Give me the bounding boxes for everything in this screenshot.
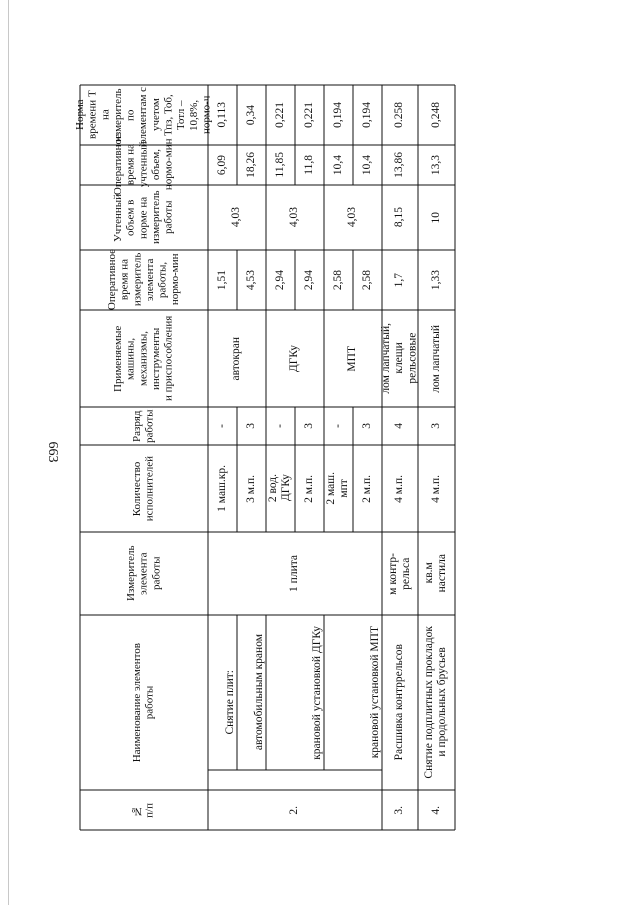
sub-volume-3 [324,185,382,250]
sub-machine-1 [208,310,266,407]
row-norm-2-6 [353,85,382,145]
row-grade-2-5 [324,407,353,445]
item-number-2-text: 2. [288,805,301,815]
row-op-volume-2-2 [237,145,266,185]
header-workers-text: Количество исполнителей [131,455,156,522]
header-grade [80,407,208,445]
row-op-time-2-5 [324,250,353,310]
row-op-volume-2-3-text: 11,85 [273,152,286,178]
row-norm-2-3-text: 0,221 [273,102,286,128]
item-norm-3 [382,85,418,145]
item-number-2 [208,790,382,830]
item-norm-4 [418,85,455,145]
sub-name-2-text: крановой установкой ДГКу [310,625,323,760]
row-op-volume-2-4-text: 11,8 [302,155,315,175]
row-op-volume-2-6-text: 10,4 [360,154,373,176]
item-volume-4-text: 10 [429,211,442,224]
row-norm-2-5-text: 0,194 [331,102,344,128]
header-grade-text: Разряд работы [131,409,156,443]
row-op-time-2-1-text: 1,51 [215,269,228,291]
page-number: 663 [45,441,60,463]
header-number-text: № п/п [131,802,156,818]
item-measure-4-text: кв.м настила [423,554,449,593]
item-op-time-3 [382,250,418,310]
row-op-time-2-4-text: 2,94 [302,269,315,291]
row-norm-2-2 [237,85,266,145]
item-number-3-text: 3. [393,805,406,815]
row-norm-2-4-text: 0,221 [302,102,315,128]
item-grade-4 [418,407,455,445]
sub-machine-2-text: ДГКу [288,344,301,373]
row-workers-2-2-text: 3 м.п. [244,474,257,503]
row-grade-2-2-text: 3 [244,423,257,429]
row-workers-2-5-text: 2 маш. мпт [325,472,351,505]
row-workers-2-5 [324,445,353,532]
row-grade-2-3 [266,407,295,445]
item-workers-3-text: 4 м.п. [393,474,406,503]
row-op-volume-2-2-text: 18,26 [244,152,257,178]
row-grade-2-1 [208,407,237,445]
row-workers-2-1 [208,445,237,532]
item-machine-4 [418,310,455,407]
item-measure-4 [418,532,455,615]
item-norm-3-text: 0.258 [393,102,406,128]
item-op-volume-3 [382,145,418,185]
row-op-volume-2-5 [324,145,353,185]
row-op-time-2-6-text: 2,58 [360,269,373,291]
item-grade-4-text: 3 [429,423,442,429]
header-norm-text: Норма времени Т на измеритель по элементам с учетом Тпз, Тоб, Тотл – 10,8%, нормо-ч [74,86,213,144]
row-grade-2-3-text: - [273,424,286,428]
row-norm-2-1-text: 0,113 [215,102,228,128]
item-volume-4 [418,185,455,250]
item-title-2-text: Снятие плит: [223,670,236,735]
item-op-time-4-text: 1,33 [429,269,442,291]
sub-machine-2 [266,310,324,407]
row-grade-2-1-text: - [215,424,228,428]
item-volume-3-text: 8,15 [393,207,406,228]
header-machines [80,310,208,407]
scan-edge-line [8,0,9,905]
item-measure-2-text: 1 плита [288,555,301,592]
row-workers-2-3 [266,445,295,532]
header-measure [80,532,208,615]
sub-volume-1 [208,185,266,250]
row-op-time-2-2-text: 4,53 [244,269,257,291]
header-op-volume [80,134,208,196]
sub-machine-3-text: МПТ [346,345,359,372]
row-norm-2-4 [295,85,324,145]
row-op-time-2-6 [353,250,382,310]
item-number-4-text: 4. [429,805,442,815]
row-norm-2-2-text: 0,34 [244,104,257,126]
row-grade-2-6 [353,407,382,445]
row-op-volume-2-5-text: 10,4 [331,154,344,176]
item-grade-3-text: 4 [393,423,406,429]
row-norm-2-6-text: 0,194 [360,102,373,128]
item-measure-3-text: м контр- рельса [386,552,412,595]
sub-name-3 [324,615,382,770]
item-name-4 [418,615,455,790]
sub-volume-3-text: 4,03 [346,207,359,228]
row-grade-2-2 [237,407,266,445]
row-workers-2-1-text: 1 маш.кр. [215,465,228,512]
row-norm-2-3 [266,85,295,145]
row-grade-2-4 [295,407,324,445]
sub-machine-3 [324,310,382,407]
item-volume-3 [382,185,418,250]
row-workers-2-3-text: 2 вод. ДГКу [267,474,293,503]
row-op-volume-2-1-text: 6,09 [215,154,228,176]
item-name-3 [382,615,418,790]
row-norm-2-5 [324,85,353,145]
item-op-volume-4-text: 13,3 [429,154,442,176]
item-measure-2 [208,532,382,615]
item-norm-4-text: 0,248 [429,102,442,128]
row-workers-2-4-text: 2 м.п. [302,474,315,503]
item-workers-3 [382,445,418,532]
row-op-volume-2-6 [353,145,382,185]
item-workers-4 [418,445,455,532]
sub-name-1-text: автомобильным краном [252,634,265,751]
header-volume-text: Учтенный объем в норме на измеритель работы [112,190,175,245]
row-op-volume-2-4 [295,145,324,185]
header-measure-text: Измеритель элемента работы [125,545,163,602]
item-name-3-text: Расшивка контррельсов [393,644,406,761]
sub-machine-1-text: автокран [230,336,243,381]
item-machine-3 [382,310,418,407]
header-op-time [80,250,208,310]
row-op-time-2-5-text: 2,58 [331,269,344,291]
item-title-2 [208,615,237,790]
item-op-time-3-text: 1,7 [393,272,406,288]
sub-volume-1-text: 4,03 [230,207,243,228]
row-workers-2-6 [353,445,382,532]
header-op-volume-text: Оперативное время на учтенный объем, нормо-мин [112,134,175,196]
row-workers-2-6-text: 2 м.п. [360,474,373,503]
header-op-time-text: Оперативное время на измеритель элемента работы, нормо-мин [106,249,182,311]
row-op-time-2-4 [295,250,324,310]
header-number [80,790,208,830]
header-norm [74,85,213,145]
item-grade-3 [382,407,418,445]
sub-volume-2 [266,185,324,250]
work-norms-table [74,85,455,830]
item-workers-4-text: 4 м.п. [429,474,442,503]
item-measure-3 [382,532,418,615]
row-op-time-2-3 [266,250,295,310]
row-op-time-2-3-text: 2,94 [273,269,286,291]
row-grade-2-4-text: 3 [302,423,315,429]
header-work-name-text: Наименование элементов работы [131,642,156,763]
item-op-volume-3-text: 13,86 [393,152,406,178]
item-number-4 [418,790,455,830]
item-op-time-4 [418,250,455,310]
row-op-time-2-2 [237,250,266,310]
header-work-name [80,615,208,790]
row-op-volume-2-3 [266,145,295,185]
item-number-3 [382,790,418,830]
row-op-time-2-1 [208,250,237,310]
row-norm-2-1 [208,85,237,145]
header-workers [80,445,208,532]
item-machine-4-text: лом лапчатый [429,324,442,393]
sub-name-3-text: крановой установкой МПТ [368,626,381,759]
row-grade-2-5-text: - [331,424,344,428]
item-name-4-text: Снятие подплитных прокладок и продольных брусьев [423,626,449,779]
item-machine-3-text: лом лапчатый, клещи рельсовые [380,323,419,394]
sub-volume-2-text: 4,03 [288,207,301,228]
row-grade-2-6-text: 3 [360,423,373,429]
row-workers-2-2 [237,445,266,532]
sub-name-1 [237,615,266,770]
header-machines-text: Применяемые машины, механизмы, инструменты и приспособления [112,315,175,402]
item-op-volume-4 [418,145,455,185]
row-op-volume-2-1 [208,145,237,185]
row-workers-2-4 [295,445,324,532]
sub-name-2 [266,615,324,770]
